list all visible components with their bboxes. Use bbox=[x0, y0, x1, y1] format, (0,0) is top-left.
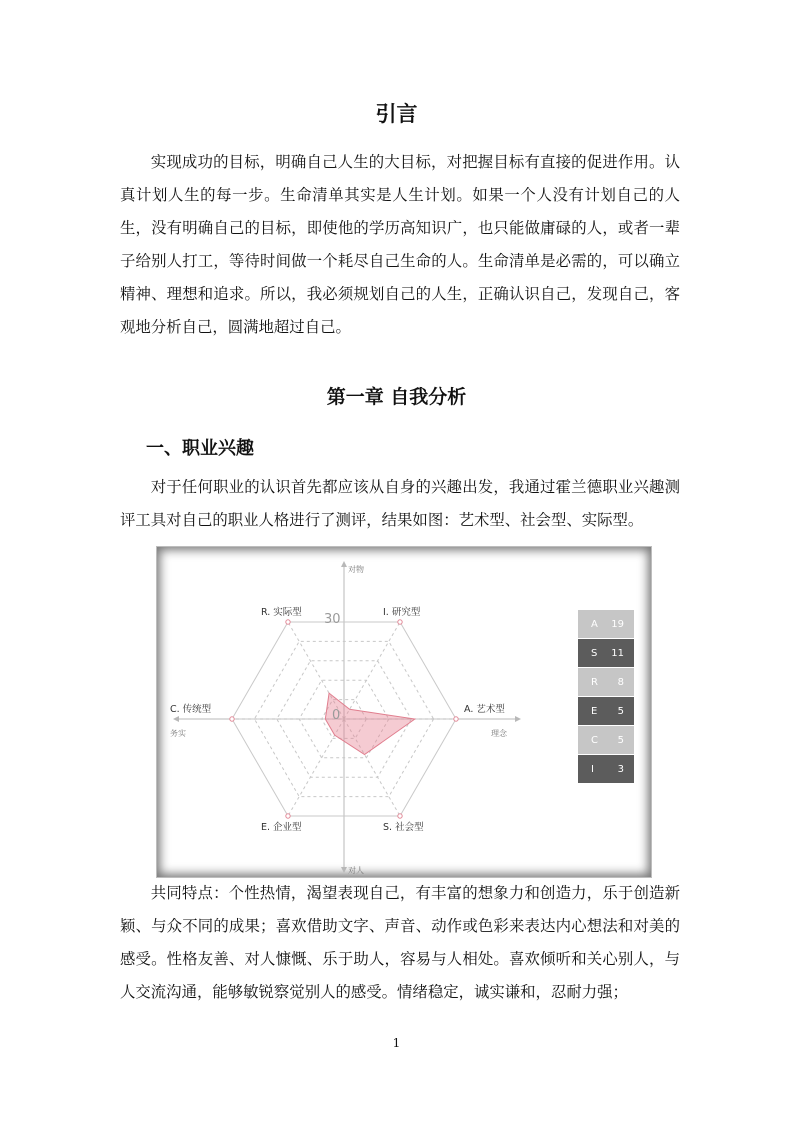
vertex-dot-E bbox=[286, 814, 290, 818]
legend-row-A: A 19 bbox=[578, 610, 634, 638]
holland-radar-chart bbox=[156, 546, 652, 878]
radar-spoke-I bbox=[344, 622, 400, 719]
page-title: 引言 bbox=[375, 101, 418, 126]
scale-min-label: 0 bbox=[332, 708, 341, 723]
axis-arrow-bottom bbox=[341, 867, 347, 873]
axis-label-C: C. 传统型 bbox=[170, 704, 212, 715]
vertex-dot-I bbox=[398, 620, 402, 624]
axis-arrow-left bbox=[173, 716, 179, 722]
axis-label-I: I. 研究型 bbox=[383, 607, 421, 618]
legend-row-R: R 8 bbox=[578, 668, 634, 696]
score-legend bbox=[578, 610, 634, 784]
axis-label-R: R. 实际型 bbox=[261, 607, 302, 618]
legend-row-S: S 11 bbox=[578, 639, 634, 667]
legend-row-C: C 5 bbox=[578, 726, 634, 754]
quadrant-label-bottom: 对人 bbox=[348, 866, 364, 875]
section-heading: 一、职业兴趣 bbox=[146, 438, 254, 459]
axis-label-A: A. 艺术型 bbox=[464, 704, 505, 715]
axis-arrow-top bbox=[341, 561, 347, 567]
legend-row-E: E 5 bbox=[578, 697, 634, 725]
vertex-dot-C bbox=[230, 717, 234, 721]
scale-max-label: 30 bbox=[324, 612, 341, 627]
quadrant-label-top: 对物 bbox=[348, 565, 364, 574]
quadrant-label-right: 理念 bbox=[491, 729, 507, 738]
vertex-dot-A bbox=[454, 717, 458, 721]
page-number: 1 bbox=[392, 1036, 401, 1050]
radar-svg bbox=[157, 547, 651, 877]
vertex-dot-R bbox=[286, 620, 290, 624]
traits-paragraph: 共同特点：个性热情，渴望表现自己，有丰富的想象力和创造力，乐于创造新颖、与众不同的成果；喜欢借助文字、声音、动作或色彩来表达内心想法和对美的感受。性格友善、对人慷慨、乐于助人，容易与人相处。喜欢倾听和关心别人，与人交流沟通，能够敏锐察觉别人的感受。情绪稳定，诚实谦和，忍耐力强； bbox=[120, 884, 680, 1001]
intro-paragraph: 实现成功的目标，明确自己人生的大目标，对把握目标有直接的促进作用。认真计划人生的每一步。生命清单其实是人生计划。如果一个人没有计划自己的人生，没有明确自己的目标，即使他的学历高知识广，也只能做庸碌的人，或者一辈子给别人打工，等待时间做一个耗尽自己生命的人。生命清单是必需的，可以确立精神、理想和追求。所以，我必须规划自己的人生，正确认识自己，发现自己，客观地分析自己，圆满地超过自己。 bbox=[120, 153, 680, 336]
interest-paragraph: 对于任何职业的认识首先都应该从自身的兴趣出发，我通过霍兰德职业兴趣测评工具对自己的职业人格进行了测评，结果如图：艺术型、社会型、实际型。 bbox=[120, 478, 680, 529]
quadrant-label-left: 务实 bbox=[170, 729, 186, 738]
axis-label-E: E. 企业型 bbox=[261, 822, 302, 833]
data-polygon bbox=[325, 693, 415, 754]
legend-row-I: I 3 bbox=[578, 755, 634, 783]
vertex-dot-S bbox=[398, 814, 402, 818]
chapter-title: 第一章 自我分析 bbox=[326, 386, 467, 408]
axis-arrow-right bbox=[515, 716, 521, 722]
axis-label-S: S. 社会型 bbox=[383, 822, 424, 833]
